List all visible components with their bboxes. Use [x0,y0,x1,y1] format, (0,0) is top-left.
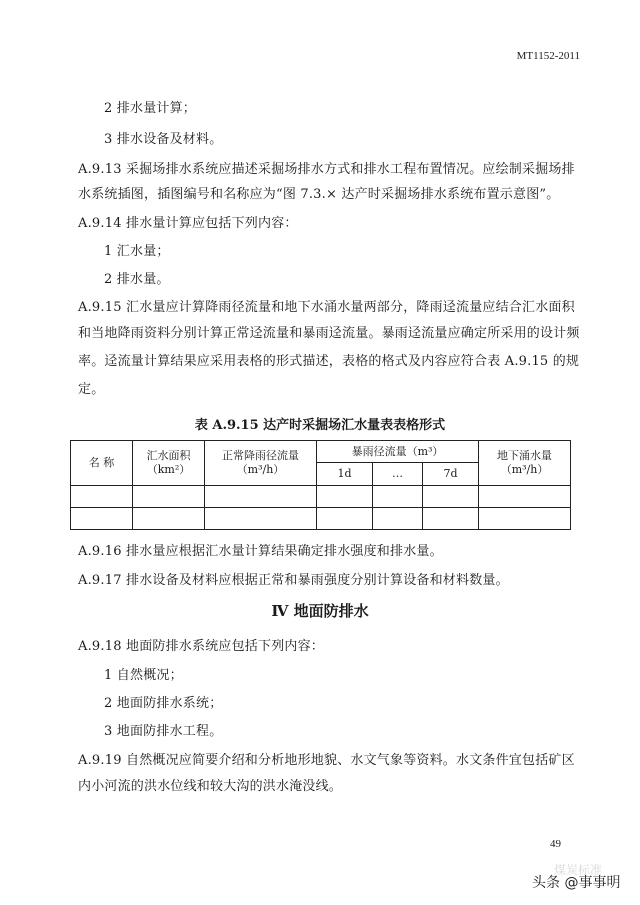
list-item: 3 排水设备及材料。 [104,132,223,147]
clause-continuation: 内小河流的洪水位线和较大沟的洪水淹没线。 [78,779,343,794]
header-storm-7d: 7d [423,463,479,486]
list-item: 1 汇水量； [104,244,170,259]
table-row [71,508,571,530]
document-code: MT1152-2011 [516,50,580,62]
list-item: 1 自然概况； [104,668,183,683]
header-name: 名 称 [71,441,133,486]
clause-a916: A.9.16 排水量应根据汇水量计算结果确定排水强度和排水量。 [78,544,443,559]
clause-a914: A.9.14 排水量计算应包括下列内容： [78,216,298,231]
list-item: 3 地面防排水工程。 [104,724,223,739]
section-heading: Ⅳ 地面防排水 [271,602,369,620]
clause-continuation: 水系统插图，插图编号和名称应为“图 7.3.× 达产时采掘场排水系统布置示意图”。 [78,187,560,202]
list-item: 2 地面防排水系统； [104,696,223,711]
header-groundwater: 地下涌水量 （m³/h） [479,441,571,486]
watermark: 煤炭标准 [554,863,603,877]
header-storm-runoff: 暴雨径流量（m³） [317,441,479,463]
table-row [71,486,571,508]
table-caption: 表 A.9.15 达产时采掘场汇水量表表格形式 [194,418,446,433]
header-storm-1d: 1d [317,463,373,486]
clause-continuation: 定。 [78,382,105,397]
list-item: 2 排水量计算； [104,101,197,116]
header-area: 汇水面积 （km²） [133,441,205,486]
header-storm-ellipsis: … [373,463,423,486]
page-number: 49 [550,838,561,850]
runoff-table [70,440,571,530]
list-item: 2 排水量。 [104,272,170,287]
clause-a919: A.9.19 自然概况应简要介绍和分析地形地貌、水文气象等资料。水文条件宜包括矿区 [78,753,575,768]
source-credit: 头条 @事事明 [532,875,621,891]
clause-continuation: 和当地降雨资料分别计算正常迳流量和暴雨迳流量。暴雨迳流量应确定所采用的设计频 [78,326,580,341]
clause-a915: A.9.15 汇水量应计算降雨径流量和地下水涌水量两部分，降雨迳流量应结合汇水面积 [78,300,575,315]
clause-a917: A.9.17 排水设备及材料应根据正常和暴雨强度分别计算设备和材料数量。 [78,573,509,588]
header-normal-runoff: 正常降雨径流量 （m³/h） [205,441,317,486]
clause-a918: A.9.18 地面防排水系统应包括下列内容： [78,639,324,654]
clause-a913: A.9.13 采掘场排水系统应描述采掘场排水方式和排水工程布置情况。应绘制采掘场排 [78,162,575,177]
clause-continuation: 率。迳流量计算结果应采用表格的形式描述，表格的格式及内容应符合表 A.9.15 的规 [78,354,580,369]
